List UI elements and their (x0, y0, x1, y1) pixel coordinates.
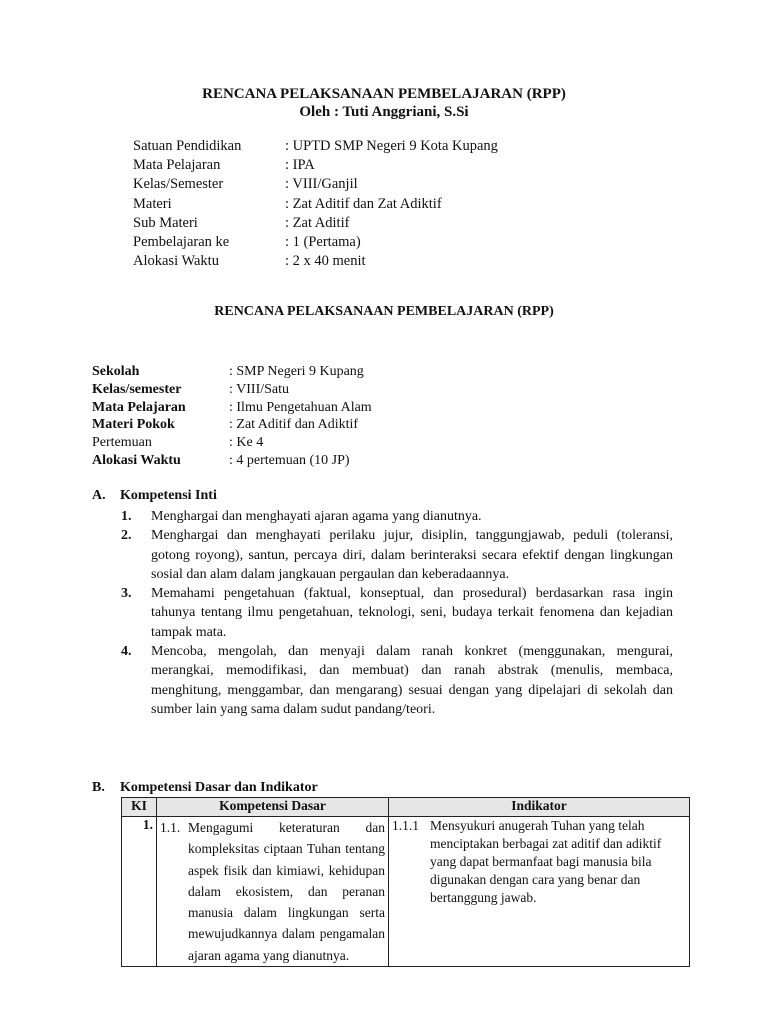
table-header-indikator: Indikator (389, 798, 690, 817)
identity-row (133, 214, 498, 233)
table-header-ki: KI (122, 798, 157, 817)
list-item (121, 526, 673, 584)
section-heading-text: Kompetensi Dasar dan Indikator (120, 780, 318, 795)
list-number: 3. (121, 586, 132, 602)
identity-row (133, 252, 498, 271)
identity-value: : SMP Negeri 9 Kupang (229, 364, 364, 379)
identity-label: Alokasi Waktu (133, 253, 219, 270)
identity-label: Pertemuan (92, 435, 152, 451)
identity-value: : UPTD SMP Negeri 9 Kota Kupang (285, 138, 498, 154)
identity-label: Materi (133, 195, 172, 212)
table-header-row (122, 798, 690, 817)
identity-block-1 (133, 137, 498, 271)
section-letter: B. (92, 780, 105, 795)
kompetensi-inti-list (121, 507, 673, 719)
kd-cell (157, 817, 389, 967)
identity-row (133, 156, 498, 175)
identity-row (92, 434, 372, 452)
identity-label: Satuan Pendidikan (133, 138, 242, 154)
identity-value: : 2 x 40 menit (285, 253, 366, 270)
identity-value: : VIII/Satu (229, 381, 290, 397)
identity-label: Mata Pelajaran (133, 157, 221, 174)
identity-row (133, 195, 498, 214)
kd-number: 1.1. (160, 820, 181, 835)
identity-label: Kelas/semester (92, 381, 182, 397)
identity-label: Pembelajaran ke (133, 234, 230, 251)
identity-value: : IPA (285, 157, 315, 174)
list-item (121, 584, 673, 642)
document-author: Oleh : Tuti Anggriani, S.Si (299, 104, 469, 120)
identity-block-2 (92, 363, 372, 470)
identity-value: : 1 (Pertama) (285, 234, 361, 251)
section-heading-b (92, 780, 318, 796)
indikator-text: Mensyukuri anugerah Tuhan yang telah menciptakan berbagai zat aditif dan adiktif yang dapat bermanfaat bagi manusia bila digunakan dengan cara yang benar dan bertanggung jawab. (430, 818, 662, 905)
identity-row (133, 137, 498, 156)
list-item (121, 642, 673, 719)
kd-text: Mengagumi keteraturan dan kompleksitas ciptaan Tuhan tentang aspek fisik dan kimiawi, kehidupan dalam ekosistem, dan peranan manusia dalam lingkungan serta mewujudkannya dalam pengamalan ajaran agama yang dianutnya. (188, 820, 385, 963)
identity-label: Sekolah (92, 364, 140, 379)
identity-row (133, 233, 498, 252)
list-text: Menghargai dan menghayati ajaran agama yang dianutnya. (151, 509, 482, 524)
kd-entry (160, 817, 385, 966)
indikator-entry (392, 817, 686, 907)
kompetensi-table (121, 797, 690, 967)
identity-value: : Ke 4 (229, 435, 264, 451)
identity-row (92, 399, 372, 417)
table-header-kd: Kompetensi Dasar (157, 798, 389, 817)
identity-row (92, 381, 372, 399)
document-title: RENCANA PELAKSANAAN PEMBELAJARAN (RPP) (202, 86, 566, 102)
list-number: 1. (121, 509, 132, 524)
identity-label: Materi Pokok (92, 417, 175, 433)
section-title: RENCANA PELAKSANAAN PEMBELAJARAN (RPP) (214, 304, 554, 319)
list-text: Menghargai dan menghayati perilaku jujur, disiplin, tanggungjawab, peduli (toleransi, gotong royong), santun, percaya diri, dalam berinteraksi secara efektif dengan lingkungan sosial dan alam dalam jangkauan pergaulan dan keberadaannya. (151, 528, 673, 582)
list-number: 2. (121, 528, 132, 544)
section-heading-text: Kompetensi Inti (120, 488, 217, 503)
identity-row (92, 363, 372, 381)
identity-value: : Zat Aditif dan Adiktif (229, 417, 359, 433)
list-item (121, 507, 673, 526)
indikator-cell (389, 817, 690, 967)
list-text: Mencoba, mengolah, dan menyaji dalam ranah konkret (menggunakan, mengurai, merangkai, memodifikasi, dan membuat) dan ranah abstrak (menulis, membaca, menghitung, menggambar, dan mengarang) sesuai dengan yang dipelajari di sekolah dan sumber lain yang sama dalam sudut pandang/teori. (151, 644, 673, 717)
identity-row (92, 416, 372, 434)
identity-value: : Zat Aditif (285, 214, 350, 231)
list-number: 4. (121, 644, 132, 660)
list-text: Memahami pengetahuan (faktual, konseptual, dan prosedural) berdasarkan rasa ingin tahunya tentang ilmu pengetahuan, teknologi, seni, budaya terkait fenomena dan kejadian tampak mata. (151, 586, 673, 640)
indikator-number: 1.1.1 (392, 818, 419, 833)
identity-value: : VIII/Ganjil (285, 176, 358, 193)
ki-cell: 1. (122, 817, 157, 967)
table-row (122, 817, 690, 967)
identity-label: Kelas/Semester (133, 176, 224, 193)
identity-row (133, 175, 498, 194)
identity-label: Sub Materi (133, 214, 198, 231)
identity-value: : Zat Aditif dan Zat Adiktif (285, 195, 442, 212)
identity-label: Alokasi Waktu (92, 452, 181, 468)
identity-label: Mata Pelajaran (92, 399, 186, 415)
identity-value: : Ilmu Pengetahuan Alam (229, 399, 372, 415)
section-letter: A. (92, 488, 106, 503)
identity-value: : 4 pertemuan (10 JP) (229, 452, 350, 468)
section-heading-a (92, 488, 217, 504)
identity-row (92, 452, 372, 470)
